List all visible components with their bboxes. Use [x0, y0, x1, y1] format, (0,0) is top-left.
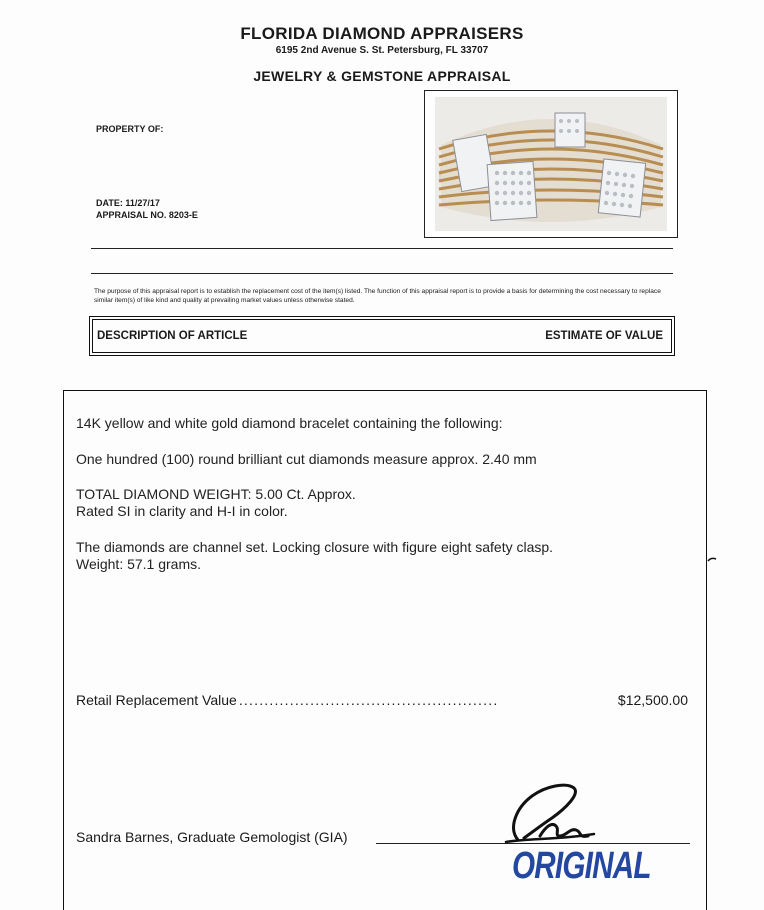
appraisal-number-field [96, 210, 198, 220]
address-line-1 [91, 248, 673, 249]
table-header-box [89, 316, 675, 356]
date-value: 11/27/17 [125, 198, 160, 208]
document-title: JEWELRY & GEMSTONE APPRAISAL [253, 68, 511, 84]
estimate-header: ESTIMATE OF VALUE [545, 330, 663, 342]
bracelet-photo-icon [435, 97, 667, 231]
stray-mark-icon [707, 557, 717, 563]
company-name: FLORIDA DIAMOND APPRAISERS [240, 24, 524, 43]
table-header-inner [92, 319, 672, 353]
handwritten-signature [488, 778, 598, 850]
description-line-5: The diamonds are channel set. Locking closure with figure eight safety clasp. [76, 539, 554, 555]
description-line-4: Rated SI in clarity and H-I in color. [76, 503, 288, 519]
date-field [96, 198, 160, 208]
description-line-1: 14K yellow and white gold diamond bracelet containing the following: [76, 415, 503, 431]
retail-value-amount: $12,500.00 [617, 692, 688, 708]
appraiser-signature-label: Sandra Barnes, Graduate Gemologist (GIA) [76, 829, 348, 845]
retail-value-row [76, 692, 688, 708]
retail-value-dots: ................................................... [238, 692, 499, 708]
description-line-6: Weight: 57.1 grams. [76, 556, 202, 572]
address-line-2 [91, 273, 673, 274]
signature-line [376, 843, 690, 844]
purpose-statement: The purpose of this appraisal report is to establish the replacement cost of the item(s) listed. The function of this appraisal report is to provide a basis for determining the cost necessary to replace similar item(s) of like kind and quality at prevailing market values unless otherwise stated. [94, 288, 661, 304]
original-stamp: ORIGINAL [512, 845, 651, 887]
appraisal-number-value: 8203-E [168, 210, 198, 220]
retail-value-label: Retail Replacement Value [76, 692, 237, 708]
description-header: DESCRIPTION OF ARTICLE [97, 330, 248, 342]
description-line-2: One hundred (100) round brilliant cut diamonds measure approx. 2.40 mm [76, 451, 537, 467]
property-of-label: PROPERTY OF: [96, 124, 164, 134]
description-line-3: TOTAL DIAMOND WEIGHT: 5.00 Ct. Approx. [76, 486, 356, 502]
item-photo-frame [424, 90, 678, 238]
date-label: DATE: [96, 198, 123, 208]
appraisal-number-label: APPRAISAL NO. [96, 210, 167, 220]
company-address: 6195 2nd Avenue S. St. Petersburg, FL 33707 [275, 45, 489, 56]
